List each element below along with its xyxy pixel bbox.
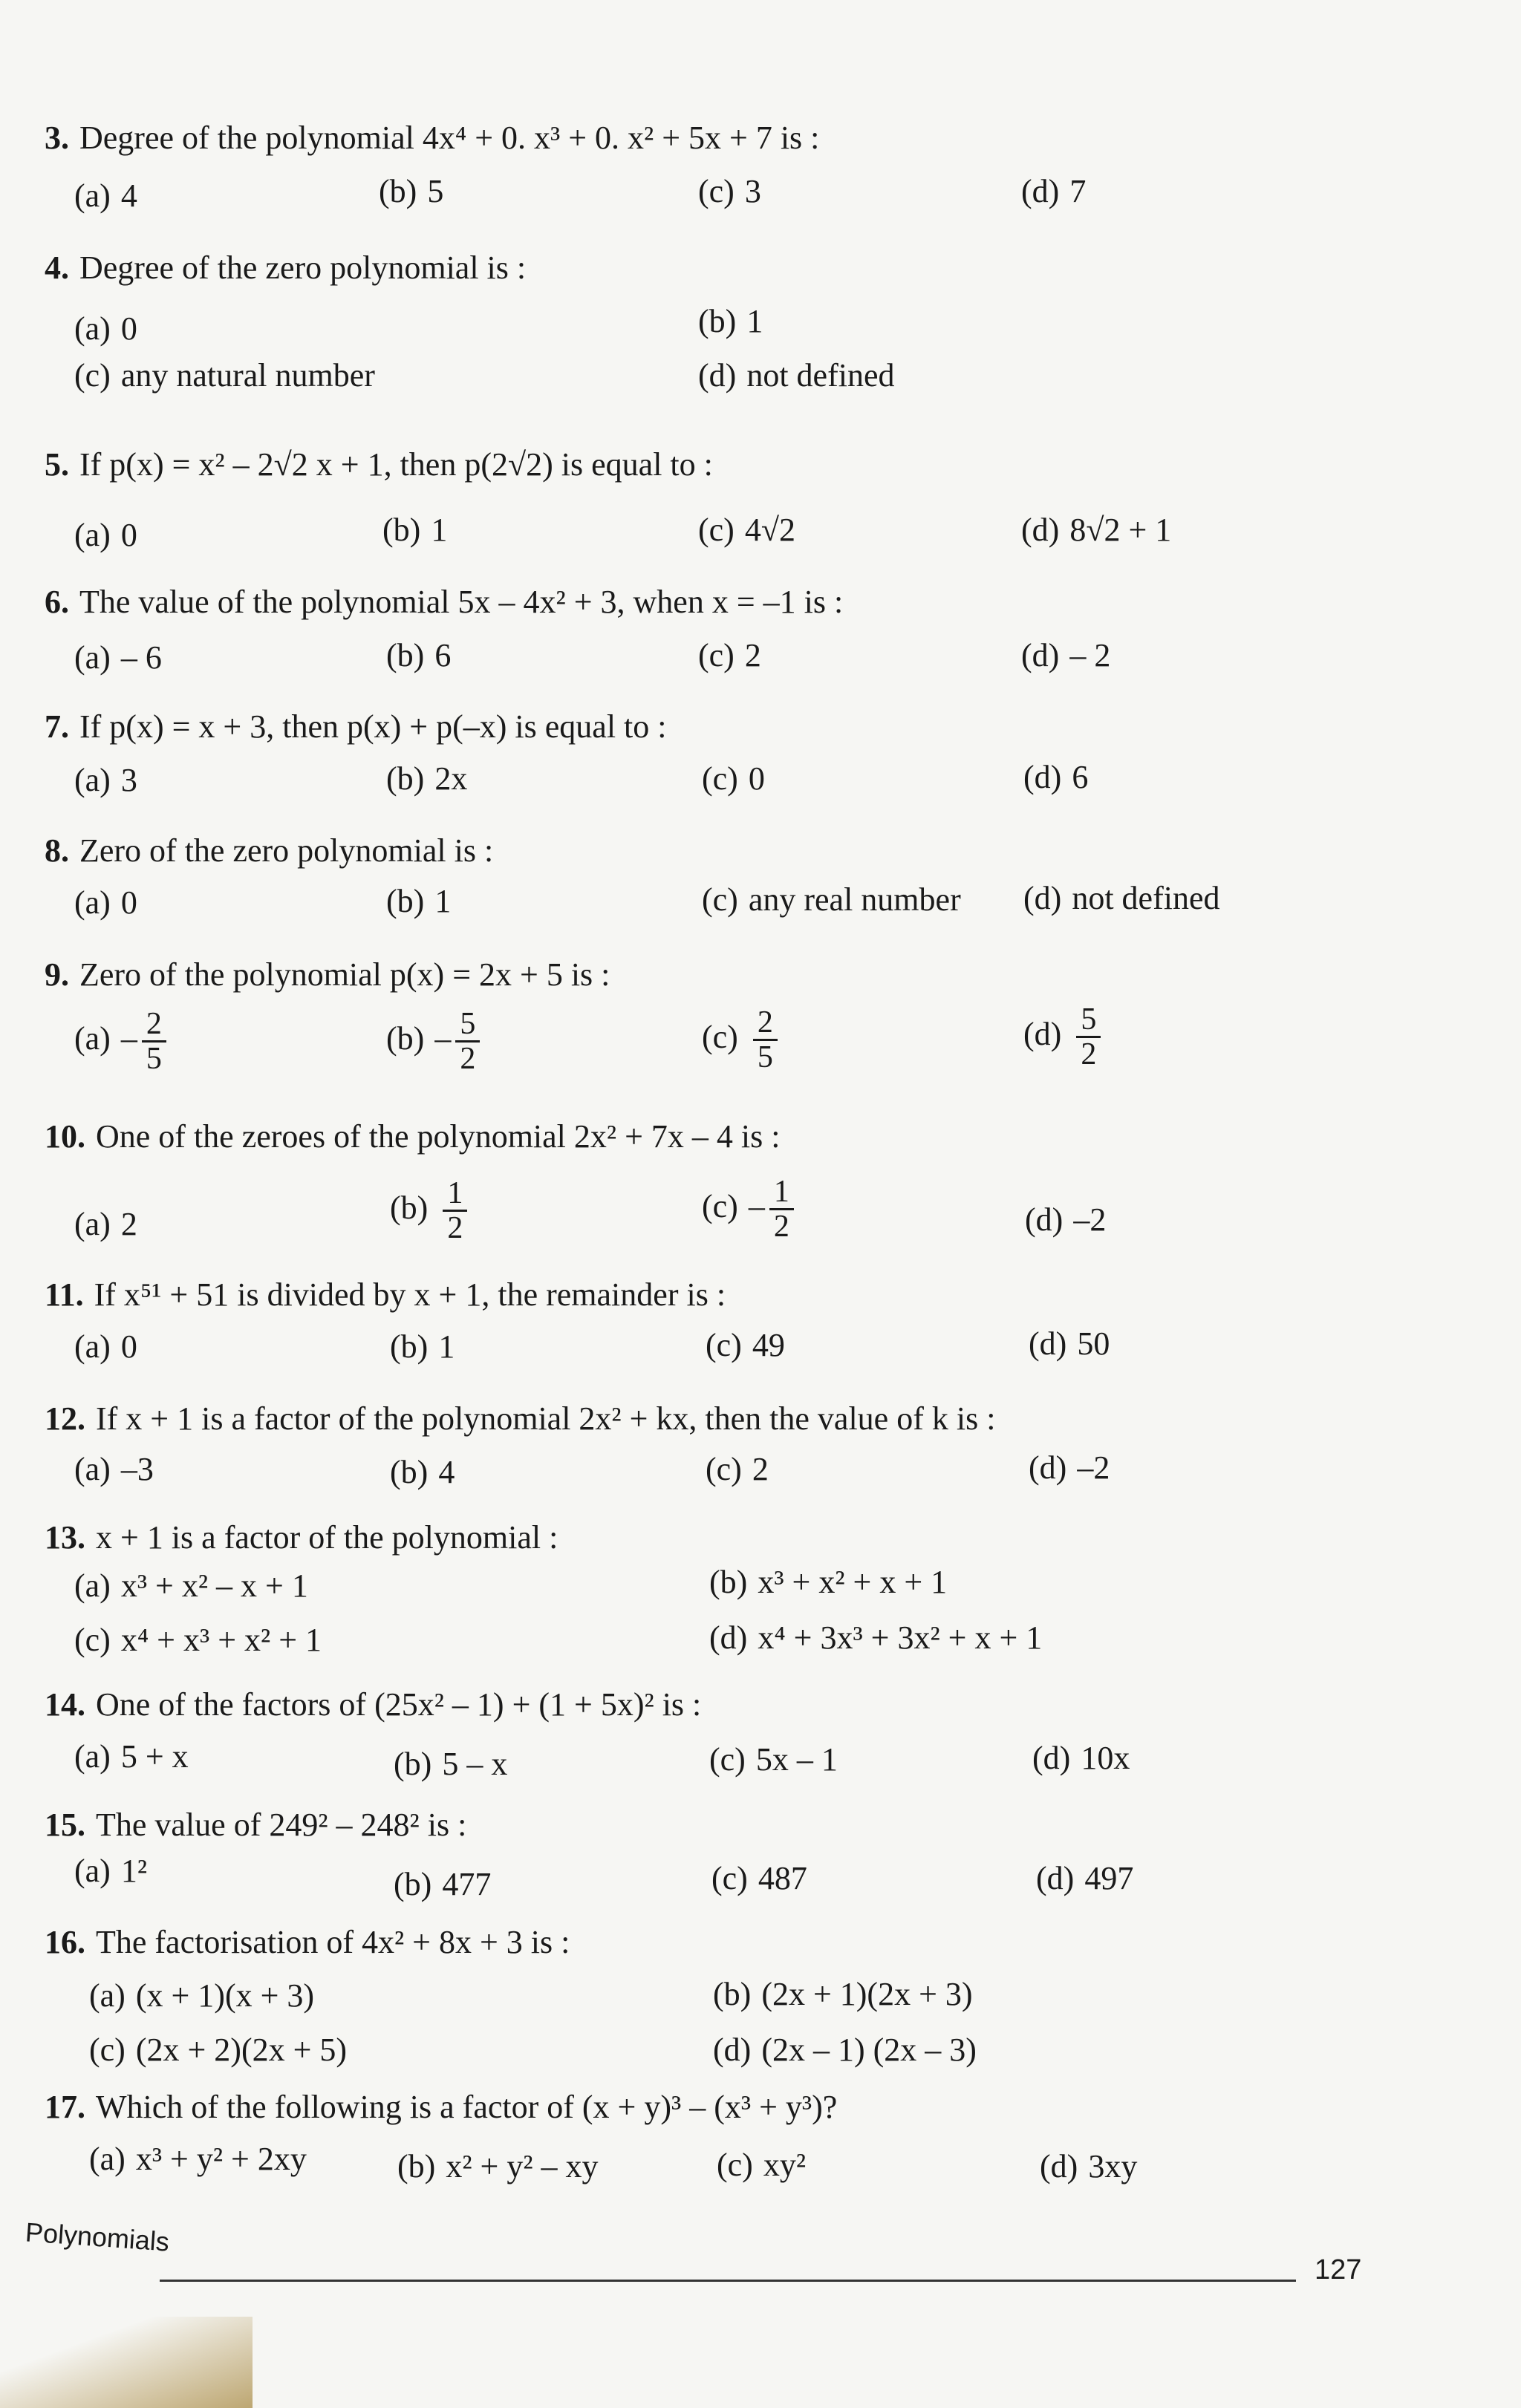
question-number: 12. (45, 1400, 85, 1437)
option-a[interactable]: (a) – $\frac{2}{5}$ (74, 1008, 166, 1075)
option-a[interactable]: (a) 2 (74, 1206, 137, 1242)
question-text: The value of 249² – 248² is : (96, 1807, 467, 1843)
chapter-title: Polynomials (24, 2216, 171, 2257)
option-d[interactable]: (d) (2x – 1) (2x – 3) (713, 2032, 977, 2068)
option-d[interactable]: (d) –2 (1025, 1201, 1107, 1238)
option-b[interactable]: (b) 4 (390, 1454, 455, 1490)
question-line (45, 1806, 466, 1844)
question-number: 13. (45, 1519, 85, 1556)
option-b[interactable]: (b) $\frac{1}{2}$ (390, 1177, 467, 1244)
question-text: One of the zeroes of the polynomial 2x² + 7x – 4 is : (96, 1118, 781, 1155)
question-line (45, 446, 713, 483)
question-text: Degree of the zero polynomial is : (79, 249, 527, 286)
option-d[interactable]: (d) not defined (1023, 880, 1220, 916)
question-number: 14. (45, 1686, 85, 1723)
option-b[interactable]: (b) 1 (382, 512, 448, 548)
question-number: 7. (45, 708, 69, 745)
option-b[interactable]: (b) 5 – x (394, 1746, 508, 1782)
fraction: $\frac{5}{2}$ (1076, 1003, 1101, 1071)
option-c[interactable]: (c) (2x + 2)(2x + 5) (89, 2032, 348, 2068)
question-number: 8. (45, 832, 69, 869)
question-text: If x⁵¹ + 51 is divided by x + 1, the remainder is : (94, 1276, 726, 1313)
option-b[interactable]: (b) 1 (698, 303, 763, 339)
question-text: If p(x) = x² – 2√2 x + 1, then p(2√2) is equal to : (79, 446, 713, 483)
option-b[interactable]: (b) 2x (386, 760, 468, 797)
option-d[interactable]: (d) 8√2 + 1 (1021, 512, 1172, 548)
option-d[interactable]: (d) 50 (1029, 1325, 1110, 1362)
option-c[interactable]: (c) 0 (702, 760, 765, 797)
option-d[interactable]: (d) 3xy (1040, 2148, 1138, 2185)
fraction: $\frac{1}{2}$ (769, 1175, 794, 1243)
question-text: Zero of the zero polynomial is : (79, 832, 494, 869)
option-d[interactable]: (d) 6 (1023, 759, 1089, 795)
question-number: 16. (45, 1924, 85, 1960)
option-a[interactable]: (a) 1² (74, 1853, 148, 1889)
option-b[interactable]: (b) x³ + x² + x + 1 (709, 1564, 948, 1600)
question-text: x + 1 is a factor of the polynomial : (96, 1519, 558, 1556)
option-c[interactable]: (c) 3 (698, 173, 761, 209)
fraction: $\frac{5}{2}$ (455, 1008, 480, 1075)
question-number: 11. (45, 1276, 84, 1313)
question-line (45, 956, 610, 993)
option-d[interactable]: (d) –2 (1029, 1449, 1110, 1486)
option-a[interactable]: (a) 0 (74, 310, 137, 347)
option-c[interactable]: (c) 5x – 1 (709, 1741, 838, 1778)
fraction: $\frac{1}{2}$ (443, 1177, 467, 1244)
option-d[interactable]: (d) 10x (1032, 1740, 1130, 1776)
question-line (45, 1686, 701, 1723)
option-a[interactable]: (a) 0 (74, 1328, 137, 1365)
question-line (45, 2088, 837, 2126)
option-c[interactable]: (c) 49 (706, 1327, 785, 1363)
question-number: 15. (45, 1807, 85, 1843)
question-text: Degree of the polynomial 4x⁴ + 0. x³ + 0. x² + 5x + 7 is : (79, 120, 820, 156)
option-a[interactable]: (a) 5 + x (74, 1738, 189, 1775)
option-c[interactable]: (c) 2 (706, 1451, 769, 1487)
question-number: 10. (45, 1118, 85, 1155)
option-d[interactable]: (d) not defined (698, 357, 895, 394)
question-line (45, 1117, 781, 1155)
option-b[interactable]: (b) 1 (390, 1328, 455, 1365)
question-text: If p(x) = x + 3, then p(x) + p(–x) is equal to : (79, 708, 667, 745)
option-d[interactable]: (d) 497 (1036, 1860, 1134, 1896)
option-c[interactable]: (c) 487 (711, 1860, 807, 1896)
question-line (45, 249, 526, 287)
option-a[interactable]: (a) x³ + y² + 2xy (89, 2141, 307, 2177)
footer-divider (160, 2280, 1296, 2282)
option-b[interactable]: (b) 477 (394, 1866, 492, 1902)
option-c[interactable]: (c) x⁴ + x³ + x² + 1 (74, 1622, 322, 1658)
question-number: 3. (45, 120, 69, 156)
question-text: The value of the polynomial 5x – 4x² + 3, when x = –1 is : (79, 584, 844, 620)
option-b[interactable]: (b) x² + y² – xy (397, 2148, 599, 2185)
question-line (45, 1923, 570, 1961)
option-b[interactable]: (b) (2x + 1)(2x + 3) (713, 1976, 973, 2012)
option-c[interactable]: (c) 4√2 (698, 512, 795, 548)
question-line (45, 832, 493, 869)
option-a[interactable]: (a) 0 (74, 884, 137, 921)
option-b[interactable]: (b) 5 (379, 173, 444, 209)
option-b[interactable]: (b) 1 (386, 883, 452, 919)
option-a[interactable]: (a) 0 (74, 517, 137, 553)
option-c[interactable]: (c) any real number (702, 881, 961, 918)
question-text: If x + 1 is a factor of the polynomial 2x² + kx, then the value of k is : (96, 1400, 996, 1437)
option-c[interactable]: (c) 2 (698, 637, 761, 673)
option-b[interactable]: (b) – $\frac{5}{2}$ (386, 1008, 480, 1075)
option-d[interactable]: (d) $\frac{5}{2}$ (1023, 1003, 1101, 1071)
question-line (45, 119, 819, 157)
question-line (45, 708, 667, 745)
option-d[interactable]: (d) – 2 (1021, 637, 1111, 673)
question-line (45, 1400, 995, 1438)
question-text: The factorisation of 4x² + 8x + 3 is : (96, 1924, 570, 1960)
option-b[interactable]: (b) 6 (386, 637, 452, 673)
question-text: Which of the following is a factor of (x + y)³ – (x³ + y³)? (96, 2089, 838, 2125)
question-line (45, 1518, 558, 1556)
option-a[interactable]: (a) (x + 1)(x + 3) (89, 1977, 315, 2014)
question-line (45, 1276, 726, 1314)
option-a[interactable]: (a) –3 (74, 1451, 154, 1487)
option-a[interactable]: (a) 4 (74, 177, 137, 214)
option-a[interactable]: (a) – 6 (74, 639, 162, 676)
option-c[interactable]: (c) – $\frac{1}{2}$ (702, 1175, 794, 1243)
page-number: 127 (1315, 2254, 1362, 2285)
question-number: 4. (45, 249, 69, 286)
question-line (45, 583, 843, 621)
option-c[interactable]: (c) xy² (717, 2147, 807, 2183)
fraction: $\frac{2}{5}$ (753, 1006, 778, 1074)
fraction: $\frac{2}{5}$ (142, 1008, 166, 1075)
option-c[interactable]: (c) any natural number (74, 357, 375, 394)
option-d[interactable]: (d) 7 (1021, 173, 1087, 209)
option-d[interactable]: (d) x⁴ + 3x³ + 3x² + x + 1 (709, 1619, 1043, 1656)
question-number: 17. (45, 2089, 85, 2125)
question-number: 9. (45, 956, 69, 993)
question-number: 5. (45, 446, 69, 483)
question-text: Zero of the polynomial p(x) = 2x + 5 is : (79, 956, 610, 993)
question-text: One of the factors of (25x² – 1) + (1 + 5x)² is : (96, 1686, 702, 1723)
option-c[interactable]: (c) $\frac{2}{5}$ (702, 1006, 778, 1074)
page-edge-shadow (0, 2317, 253, 2408)
option-a[interactable]: (a) x³ + x² – x + 1 (74, 1567, 308, 1604)
question-number: 6. (45, 584, 69, 620)
option-a[interactable]: (a) 3 (74, 762, 137, 798)
